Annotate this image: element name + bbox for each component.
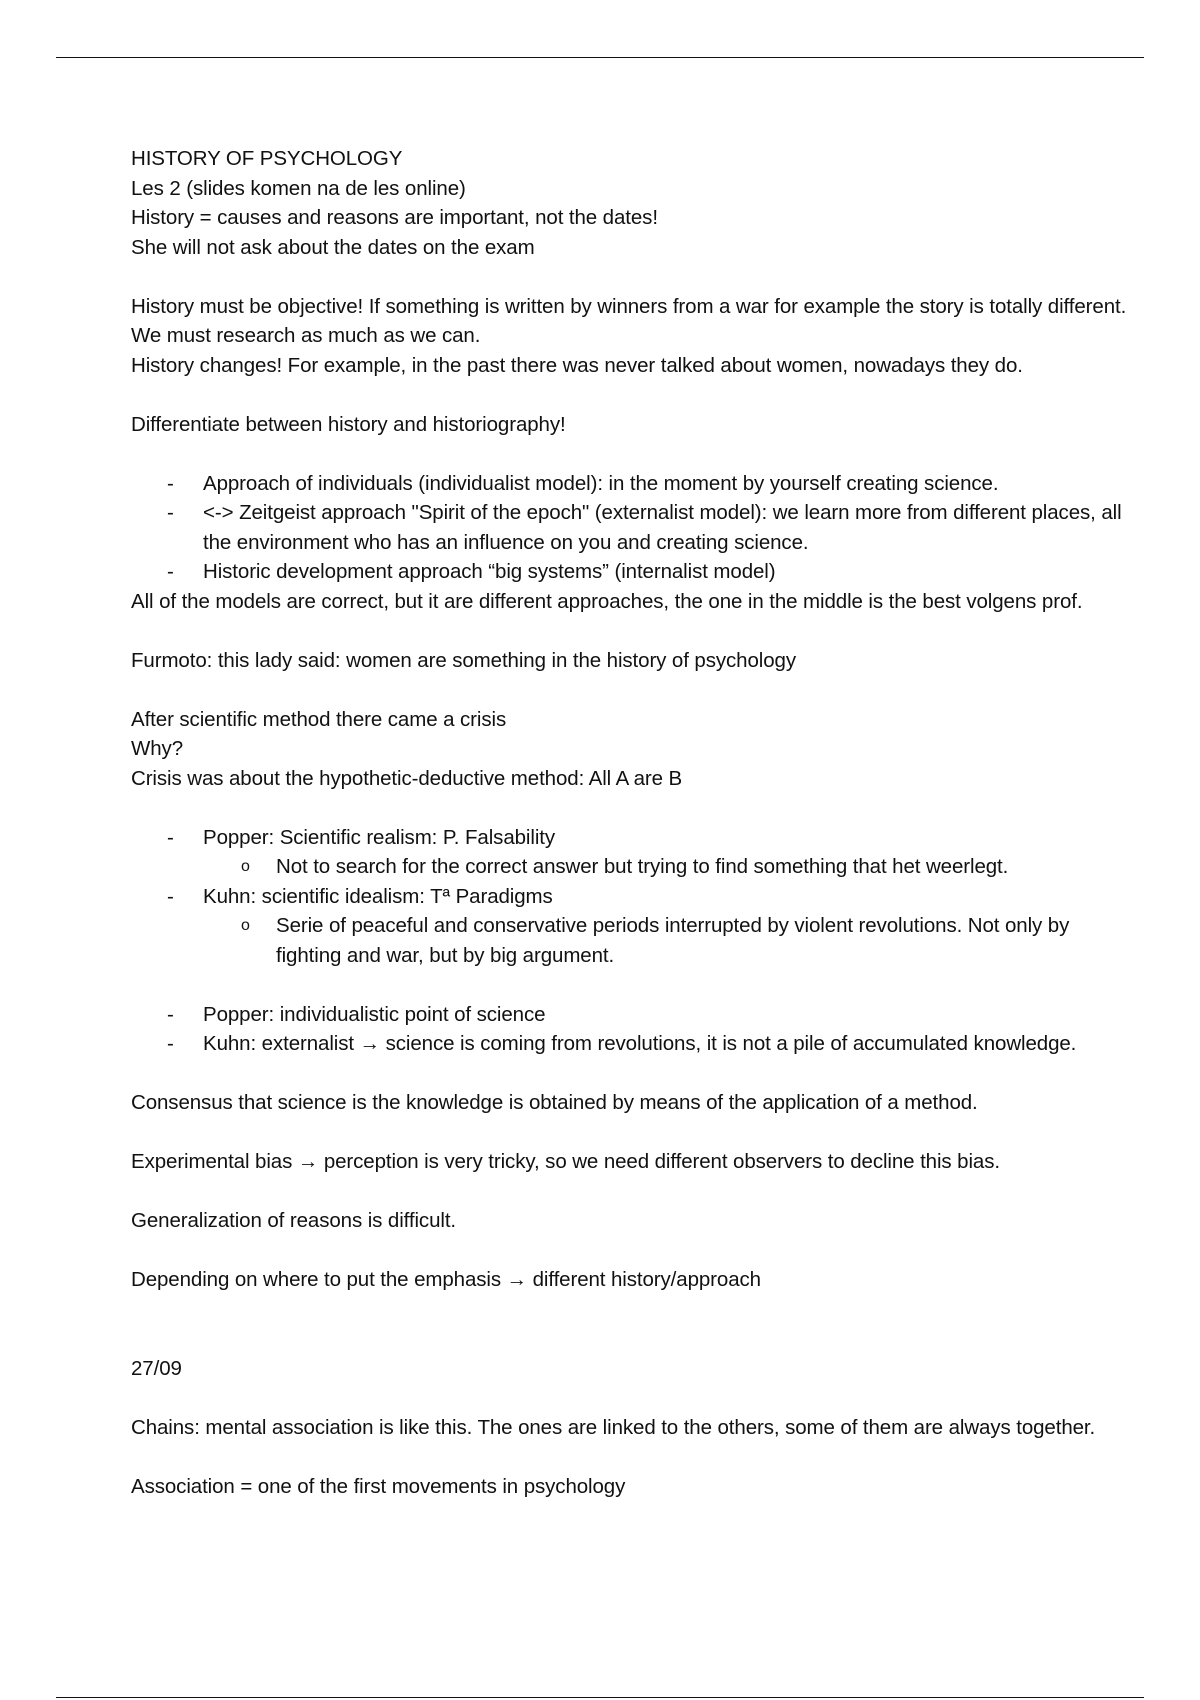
spacer (131, 1236, 1131, 1266)
list-item: - Kuhn: scientific idealism: Tª Paradigms (131, 882, 1131, 912)
spacer (131, 675, 1131, 705)
dash-bullet: - (167, 825, 174, 849)
list-item: - Popper: individualistic point of science (131, 1000, 1131, 1030)
paragraph: Generalization of reasons is difficult. (131, 1209, 457, 1232)
paragraph: Association = one of the first movements in psychology (131, 1474, 626, 1498)
date-heading: 27/09 (131, 1356, 182, 1380)
document-body (131, 144, 1131, 1501)
paragraph: Chains: mental association is like this. The ones are linked to the others, some of them are always together. (131, 1415, 1096, 1439)
spacer (131, 970, 1131, 1000)
paragraph: After scientific method there came a crisis (131, 707, 507, 731)
paragraph: History must be objective! If something is written by winners from a war for example the story is totally different. We must research as much as we can. (131, 294, 1127, 347)
spacer (131, 380, 1131, 410)
paragraph: Differentiate between history and historiography! (131, 412, 566, 436)
sub-list-item: o Serie of peaceful and conservative periods interrupted by violent revolutions. Not only by fighting and war, but by big argument. (131, 911, 1131, 970)
paragraph: Experimental bias → perception is very tricky, so we need different observers to decline this bias. (131, 1150, 1000, 1173)
dash-bullet: - (167, 560, 174, 583)
spacer (131, 1059, 1131, 1089)
dash-bullet: - (167, 884, 174, 908)
list-item: - Kuhn: externalist → science is coming from revolutions, it is not a pile of accumulated knowledge. (131, 1029, 1131, 1059)
spacer (131, 1177, 1131, 1207)
spacer (131, 616, 1131, 646)
spacer (131, 1442, 1131, 1472)
spacer (131, 262, 1131, 292)
spacer (131, 439, 1131, 469)
paragraph: Les 2 (slides komen na de les online) (131, 176, 466, 200)
circle-bullet-icon: o (241, 858, 250, 875)
paragraph: History = causes and reasons are important, not the dates! (131, 206, 658, 229)
spacer (131, 1295, 1131, 1354)
paragraph: She will not ask about the dates on the exam (131, 235, 535, 259)
popper-kuhn-list (131, 1000, 1131, 1059)
list-item: - Approach of individuals (individualist model): in the moment by yourself creating science. (131, 469, 1131, 499)
list-item: - <-> Zeitgeist approach "Spirit of the epoch" (externalist model): we learn more from different places, all the environment who has an influence on you and creating science. (131, 498, 1131, 557)
paragraph: Furmoto: this lady said: women are something in the history of psychology (131, 648, 796, 672)
document-title: HISTORY OF PSYCHOLOGY (131, 147, 403, 170)
spacer (131, 1383, 1131, 1413)
crisis-list (131, 823, 1131, 971)
dash-bullet: - (167, 471, 174, 495)
footer-rule (56, 1697, 1144, 1698)
paragraph: Why? (131, 737, 184, 760)
spacer (131, 1118, 1131, 1148)
paragraph: Crisis was about the hypothetic-deductive method: All A are B (131, 766, 683, 790)
dash-bullet: - (167, 1002, 174, 1026)
approaches-list (131, 469, 1131, 587)
list-item: - Historic development approach “big systems” (internalist model) (131, 557, 1131, 587)
paragraph: Consensus that science is the knowledge is obtained by means of the application of a method. (131, 1091, 978, 1114)
header-rule (56, 57, 1144, 58)
sub-list-item: o Not to search for the correct answer but trying to find something that het weerlegt. (131, 852, 1131, 882)
circle-bullet-icon: o (241, 917, 250, 934)
spacer (131, 793, 1131, 823)
paragraph: Depending on where to put the emphasis → different history/approach (131, 1268, 761, 1291)
dash-bullet: - (167, 1032, 174, 1055)
paragraph: All of the models are correct, but it are different approaches, the one in the middle is the best volgens prof. (131, 589, 1083, 613)
paragraph: History changes! For example, in the past there was never talked about women, nowadays they do. (131, 353, 1023, 377)
dash-bullet: - (167, 501, 174, 524)
list-item: - Popper: Scientific realism: P. Falsability (131, 823, 1131, 853)
